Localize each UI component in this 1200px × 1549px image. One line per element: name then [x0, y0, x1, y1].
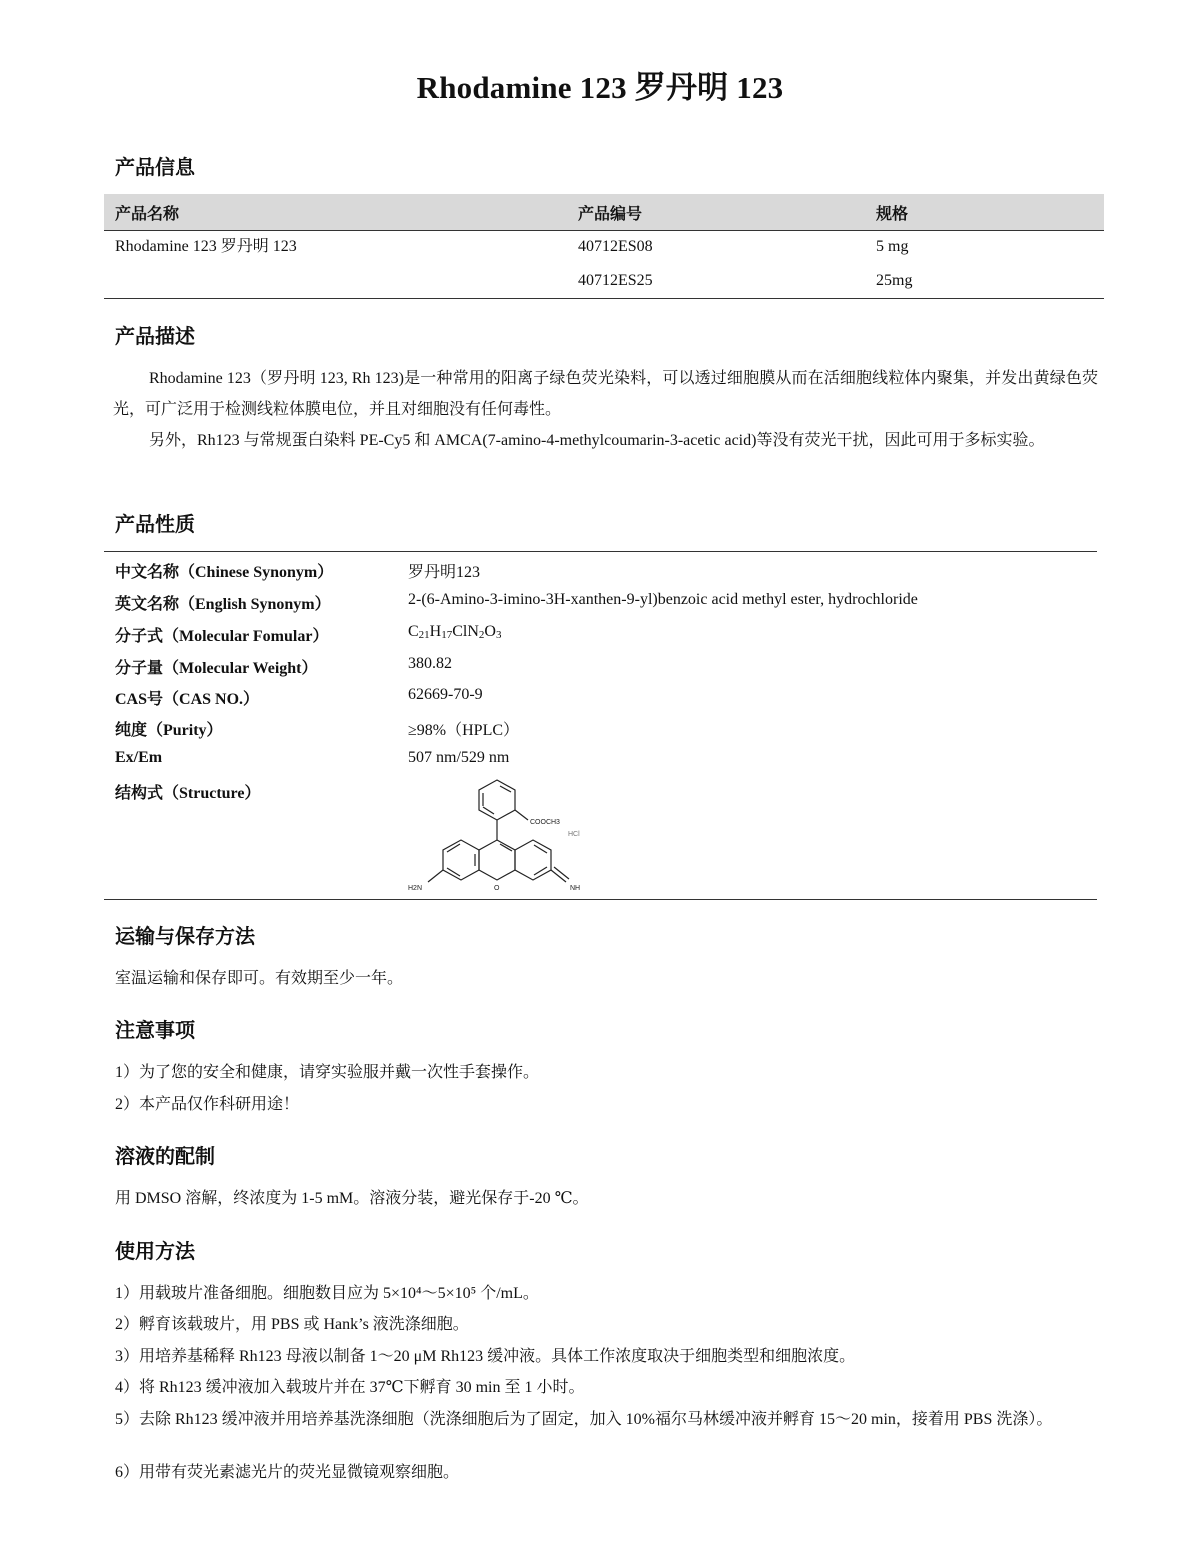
formula-part: H — [429, 623, 442, 640]
formula-part: ClN — [452, 623, 479, 640]
usage-step: 1）用载玻片准备细胞。细胞数目应为 5×10⁴～5×10⁵ 个/mL。 — [115, 1285, 539, 1302]
description-paragraph: 另外，Rh123 与常规蛋白染料 PE-Cy5 和 AMCA(7-amino-4-methylcoumarin-3-acetic acid)等没有荧光干扰，因此可用于多标实验。 — [149, 432, 1045, 449]
table-bottom-rule — [104, 298, 1104, 299]
structure-label-oxygen: O — [494, 885, 500, 892]
table-header-rule — [104, 230, 1104, 231]
property-value: ≥98%（HPLC） — [408, 722, 520, 739]
properties-top-rule — [104, 551, 1097, 552]
property-value: 62669-70-9 — [408, 686, 483, 703]
formula-subscript: 21 — [418, 629, 430, 641]
column-header-spec: 规格 — [876, 206, 909, 223]
formula-part: C — [408, 623, 419, 640]
section-heading-storage: 运输与保存方法 — [115, 926, 255, 948]
formula-subscript: 17 — [441, 629, 453, 641]
usage-step: 3）用培养基稀释 Rh123 母液以制备 1～20 μM Rh123 缓冲液。具体工作浓度取决于细胞类型和细胞浓度。 — [115, 1348, 856, 1365]
structure-label-imine: NH — [570, 885, 581, 892]
formula-subscript: 2 — [478, 629, 485, 641]
property-label: 分子量（Molecular Weight） — [115, 660, 318, 677]
description-paragraph: Rhodamine 123（罗丹明 123, Rh 123)是一种常用的阳离子绿色荧光染料，可以透过细胞膜从而在活细胞线粒体内聚集，并发出黄绿色荧光，可广泛用于检测线粒体膜电位，并且对细胞没有任何毒性。 — [113, 370, 1098, 418]
description-body — [113, 363, 1098, 456]
section-heading-usage: 使用方法 — [115, 1241, 195, 1263]
property-label: Ex/Em — [115, 749, 163, 766]
structure-label-amine: H2N — [408, 885, 423, 892]
property-value: 507 nm/529 nm — [408, 749, 510, 766]
column-header-code: 产品编号 — [578, 206, 643, 223]
property-label: 英文名称（English Synonym） — [115, 596, 331, 613]
page-title: Rhodamine 123 罗丹明 123 — [416, 70, 784, 105]
product-code-cell: 40712ES08 — [578, 238, 653, 255]
storage-text: 室温运输和保存即可。有效期至少一年。 — [115, 970, 404, 987]
usage-step: 4）将 Rh123 缓冲液加入载玻片并在 37℃下孵育 30 min 至 1 小时。 — [115, 1379, 585, 1396]
product-spec-cell: 25mg — [876, 272, 913, 289]
product-name-cell: Rhodamine 123 罗丹明 123 — [115, 238, 297, 255]
molecular-formula — [408, 623, 501, 641]
note-item: 1）为了您的安全和健康，请穿实验服并戴一次性手套操作。 — [115, 1064, 540, 1081]
property-value: 2-(6-Amino-3-imino-3H-xanthen-9-yl)benzoic acid methyl ester, hydrochloride — [408, 591, 918, 608]
property-label: 中文名称（Chinese Synonym） — [115, 564, 334, 581]
property-label: 结构式（Structure） — [115, 785, 261, 802]
structure-label-ester: COOCH3 — [530, 819, 560, 826]
section-heading-solution: 溶液的配制 — [115, 1146, 215, 1168]
section-heading-properties: 产品性质 — [115, 514, 195, 536]
properties-bottom-rule — [104, 899, 1097, 900]
property-value: 罗丹明123 — [408, 564, 481, 581]
product-code-cell: 40712ES25 — [578, 272, 653, 289]
property-value: 380.82 — [408, 655, 452, 672]
usage-step: 5）去除 Rh123 缓冲液并用培养基洗涤细胞（洗涤细胞后为了固定，加入 10%福尔马林缓冲液并孵育 15～20 min，接着用 PBS 洗涤）。 — [115, 1411, 1053, 1428]
section-heading-notes: 注意事项 — [115, 1020, 195, 1042]
section-heading-product-info: 产品信息 — [115, 157, 195, 179]
product-spec-cell: 5 mg — [876, 238, 909, 255]
property-label: 分子式（Molecular Fomular） — [115, 628, 329, 645]
solution-text: 用 DMSO 溶解，终浓度为 1-5 mM。溶液分装，避光保存于-20 ℃。 — [115, 1190, 589, 1207]
property-label: 纯度（Purity） — [115, 722, 223, 739]
usage-step: 2）孵育该载玻片，用 PBS 或 Hank’s 液洗涤细胞。 — [115, 1316, 469, 1333]
formula-subscript: 3 — [495, 629, 502, 641]
section-heading-description: 产品描述 — [115, 326, 195, 348]
structure-label-salt: HCl — [568, 831, 580, 838]
formula-part: O — [484, 623, 496, 640]
property-label: CAS号（CAS NO.） — [115, 691, 260, 708]
chemical-structure-image — [400, 778, 600, 898]
note-item: 2）本产品仅作科研用途！ — [115, 1096, 300, 1113]
usage-step: 6）用带有荧光素滤光片的荧光显微镜观察细胞。 — [115, 1464, 460, 1481]
column-header-name: 产品名称 — [115, 206, 180, 223]
